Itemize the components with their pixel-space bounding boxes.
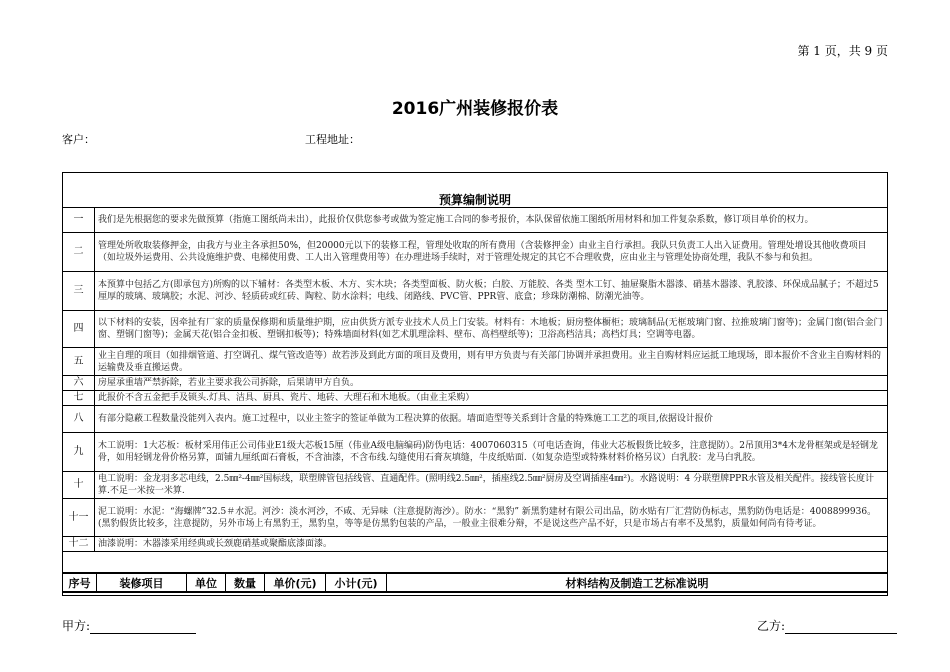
note-row — [63, 233, 888, 272]
note-text: 此报价不含五金把手及锁头.灯具、洁具、厨具、瓷片、地砖、大理石和木地板。（由业主采购） — [95, 391, 888, 406]
note-number: 六 — [63, 376, 95, 391]
note-text: 木工说明：1大芯板：板材采用伟正公司伟业E1级大芯板15厘（伟业A级电脑编码)防伪电话：4007060315（可电话查询，伟业大芯板假货比较多，注意提防）。2吊顶用3*4木龙骨框架或是轻钢龙骨，如用轻钢龙骨价格另算，面铺九厘纸面石膏板，不含油漆，不含布线.勾缝使用石膏灰填缝，牛皮纸贴面.（如复杂造型或特殊材料价格另议）白乳胶：龙马白乳胶。 — [95, 433, 888, 472]
note-number: 九 — [63, 433, 95, 472]
note-text: 本预算中包括乙方(即承包方)所购的以下辅材：各类型木板、木方、实木块；各类型面板、防火板；白胶、万能胶、各类 型木工钉、抽屉聚脂木器漆、硝基木器漆、乳胶漆、环保成品腻子；不超过5厘厚的玻璃、玻璃胶；水泥、河沙、轻质砖或红砖、陶粒、防水涂料；电线、闭路线、PVC管、PPR管、底盒；珍珠防潮棉、防潮光油等。 — [95, 272, 888, 311]
note-text: 泥工说明：水泥：“海螺牌”32.5＃水泥。河沙：淡水河沙，不咸、无异味（注意提防海沙）。防水：“黑豹” 新黑豹建材有限公司出品，防水贴有厂汇营防伪标志，黑豹防伪电话是：4008899936。(黑豹假货比较多，注意提防，另外市场上有黑豹王，黑豹皇，等等是仿黑豹包装的产品，一般业主很难分辩，不是说这些产品不好，只是市场占有率不及黑豹，质量如何尚有待考证。 — [95, 499, 888, 537]
party-b-label: 乙方: — [757, 619, 786, 633]
note-text: 房屋承重墙严禁拆除，若业主要求我公司拆除，后果请甲方自负。 — [95, 376, 888, 391]
note-row — [63, 376, 888, 391]
note-row — [63, 537, 888, 552]
note-text: 油漆说明：木器漆采用经典或长颈鹿硝基或聚酯底漆面漆。 — [95, 537, 888, 552]
note-text: 我们是先根据您的要求先做预算（指施工图纸尚未出），此报价仅供您参考或做为签定施工合同的参考报价，本队保留依施工图纸所用材料和加工件复杂系数，修订项目单价的权力。 — [95, 208, 888, 233]
note-number: 十 — [63, 472, 95, 499]
party-a-signature-line — [90, 621, 196, 634]
party-b-signature-line — [785, 621, 897, 634]
client-label: 客户： — [62, 133, 95, 146]
party-b-signature — [757, 617, 897, 634]
party-a-signature — [62, 617, 196, 634]
party-a-label: 甲方: — [62, 619, 91, 633]
note-row — [63, 499, 888, 537]
note-number: 八 — [63, 406, 95, 433]
note-row — [63, 208, 888, 233]
note-number: 五 — [63, 348, 95, 376]
column-header-subtotal: 小计(元) — [326, 573, 387, 592]
note-text: 管理处所收取装修押金，由我方与业主各承担50%，但20000元以下的装修工程，管理处收取的所有费用（含装修押金）由业主自行承担。我队只负责工人出入证费用。管理处增设其他收费项目（如垃圾外运费用、公共设施维护费、电梯使用费、工人出入管理费用等）在办理进场手续时，对于管理处规定的其它不合理收费，应由业主与管理处协商处理，我队不参与和负担。 — [95, 233, 888, 272]
address-label: 工程地址： — [305, 133, 360, 146]
note-row — [63, 348, 888, 376]
note-row — [63, 433, 888, 472]
note-number: 十一 — [63, 499, 95, 537]
note-text: 电工说明：金龙羽多芯电线，2.5㎜²-4㎜²国标线，联塑牌管包括线管、直通配件。(照明线2.5㎜²，插座线2.5㎜²厨房及空调插座4㎜²)。水路说明：4 分联塑牌PPR水管及相关配件。接线管长度计算.不足一米按一米算. — [95, 472, 888, 499]
column-header-index: 序号 — [63, 573, 97, 592]
note-row — [63, 311, 888, 348]
note-text: 有部分隐蔽工程数量没能列入表内。施工过程中，以业主签字的签证单做为工程决算的依据。墙面造型等关系到计含量的特殊施工工艺的项目,依据设计报价 — [95, 406, 888, 433]
note-text: 业主自理的项目（如排烟管道、打空调孔、煤气管改造等）故若涉及到此方面的项目及费用，则有甲方负责与有关部门协调并承担费用。业主自购材料应运抵工地现场，即本报价不含业主自购材料的运输费及垂直搬运费。 — [95, 348, 888, 376]
note-number: 四 — [63, 311, 95, 348]
column-header-unit: 单位 — [187, 573, 226, 592]
note-row — [63, 406, 888, 433]
column-header-unit-price: 单价(元) — [265, 573, 326, 592]
note-number: 七 — [63, 391, 95, 406]
note-number: 一 — [63, 208, 95, 233]
note-number: 十二 — [63, 537, 95, 552]
page-indicator: 第 1 页，共 9 页 — [797, 44, 888, 58]
note-row — [63, 472, 888, 499]
note-text: 以下材料的安装，因牵扯有厂家的质量保修期和质量维护期，应由供货方派专业技术人员上门安装。材料有：木地板；厨房整体橱柜；玻璃制品(无框玻璃门窗、拉推玻璃门窗等)；金属门窗(铝合金门窗、塑钢门窗等)；金属天花(铝合金扣板、塑钢扣板等)；特殊墙面材料(如艺术肌理涂料、壁布、高档壁纸等)；卫浴高档洁具；高档灯具；空调等电器。 — [95, 311, 888, 348]
note-row — [63, 272, 888, 311]
quote-table-header — [62, 572, 888, 593]
section-title: 预算编制说明 — [438, 193, 511, 207]
column-header-quantity: 数量 — [226, 573, 265, 592]
column-header-description: 材料结构及制造工艺标准说明 — [387, 573, 888, 592]
column-header-item: 装修项目 — [97, 573, 187, 592]
note-number: 三 — [63, 272, 95, 311]
page-title: 2016广州装修报价表 — [391, 99, 559, 119]
notes-table — [62, 207, 888, 552]
note-number: 二 — [63, 233, 95, 272]
note-row — [63, 391, 888, 406]
